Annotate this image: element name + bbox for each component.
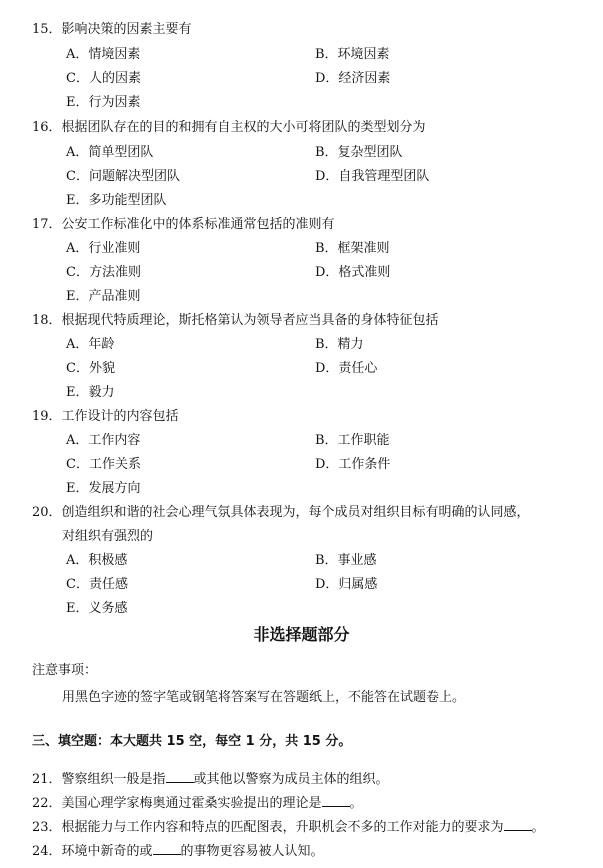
q20-option-e: E．义务感 (66, 601, 128, 616)
question-16-stem: 16．根据团队存在的目的和拥有自主权的大小可将团队的类型划分为 (32, 120, 426, 135)
q15-option-c: C．人的因素 (66, 71, 141, 86)
q15-option-b: B．环境因素 (315, 47, 390, 62)
q18-option-e: E．毅力 (66, 385, 115, 400)
question-22-text-after: 。 (349, 796, 363, 811)
q15-option-e: E．行为因素 (66, 95, 141, 110)
notice-label: 注意事项： (32, 663, 98, 678)
q19-option-c: C．工作关系 (66, 457, 141, 472)
notice-text: 用黑色字迹的签字笔或钢笔将答案写在答题纸上，不能答在试题卷上。 (62, 690, 466, 705)
question-24 (32, 842, 324, 860)
q18-option-a: A．年龄 (66, 337, 115, 352)
fill-blank-heading: 三、填空题：本大题共 15 空，每空 1 分，共 15 分。 (32, 734, 352, 749)
q16-option-e: E．多功能型团队 (66, 193, 167, 208)
question-18-stem: 18．根据现代特质理论，斯托格第认为领导者应当具备的身体特征包括 (32, 313, 439, 328)
question-24-text-after: 的事物更容易被人认知。 (180, 844, 324, 859)
answer-blank (504, 818, 532, 831)
q17-option-d: D．格式准则 (315, 265, 391, 280)
q16-option-d: D．自我管理型团队 (315, 169, 430, 184)
q17-option-b: B．框架准则 (315, 241, 390, 256)
question-22 (32, 794, 363, 812)
q18-option-c: C．外貌 (66, 361, 115, 376)
q20-option-d: D．归属感 (315, 577, 378, 592)
question-21-text-after: 或其他以警察为成员主体的组织。 (193, 772, 389, 787)
q17-option-a: A．行业准则 (66, 241, 141, 256)
question-21 (32, 770, 389, 788)
question-24-text-before: 24．环境中新奇的或 (32, 844, 153, 859)
q20-option-a: A．积极感 (66, 553, 128, 568)
q15-option-d: D．经济因素 (315, 71, 391, 86)
q19-option-b: B．工作职能 (315, 433, 390, 448)
q19-option-a: A．工作内容 (66, 433, 141, 448)
q16-option-c: C．问题解决型团队 (66, 169, 180, 184)
question-15-stem: 15．影响决策的因素主要有 (32, 22, 192, 37)
q17-option-e: E．产品准则 (66, 289, 141, 304)
q19-option-e: E．发展方向 (66, 481, 141, 496)
q16-option-a: A．简单型团队 (66, 145, 154, 160)
question-21-text-before: 21．警察组织一般是指 (32, 772, 166, 787)
q17-option-c: C．方法准则 (66, 265, 141, 280)
question-23-text-before: 23．根据能力与工作内容和特点的匹配图表，升职机会不多的工作对能力的要求为 (32, 820, 504, 835)
q15-option-a: A．情境因素 (66, 47, 141, 62)
question-20-stem: 20．创造组织和谐的社会心理气氛具体表现为，每个成员对组织目标有明确的认同感， (32, 505, 530, 520)
question-20-stem-continued: 对组织有强烈的 (62, 529, 154, 544)
question-22-text-before: 22．美国心理学家梅奥通过霍桑实验提出的理论是 (32, 796, 322, 811)
question-23-text-after: 。 (531, 820, 545, 835)
q16-option-b: B．复杂型团队 (315, 145, 403, 160)
question-23 (32, 818, 545, 836)
q20-option-b: B．事业感 (315, 553, 377, 568)
q18-option-b: B．精力 (315, 337, 364, 352)
answer-blank (166, 770, 194, 783)
answer-blank (322, 794, 350, 807)
q19-option-d: D．工作条件 (315, 457, 391, 472)
q20-option-c: C．责任感 (66, 577, 128, 592)
q18-option-d: D．责任心 (315, 361, 378, 376)
question-17-stem: 17．公安工作标准化中的体系标准通常包括的准则有 (32, 217, 335, 232)
answer-blank (153, 842, 181, 855)
section-title: 非选择题部分 (253, 625, 350, 644)
question-19-stem: 19．工作设计的内容包括 (32, 409, 179, 424)
